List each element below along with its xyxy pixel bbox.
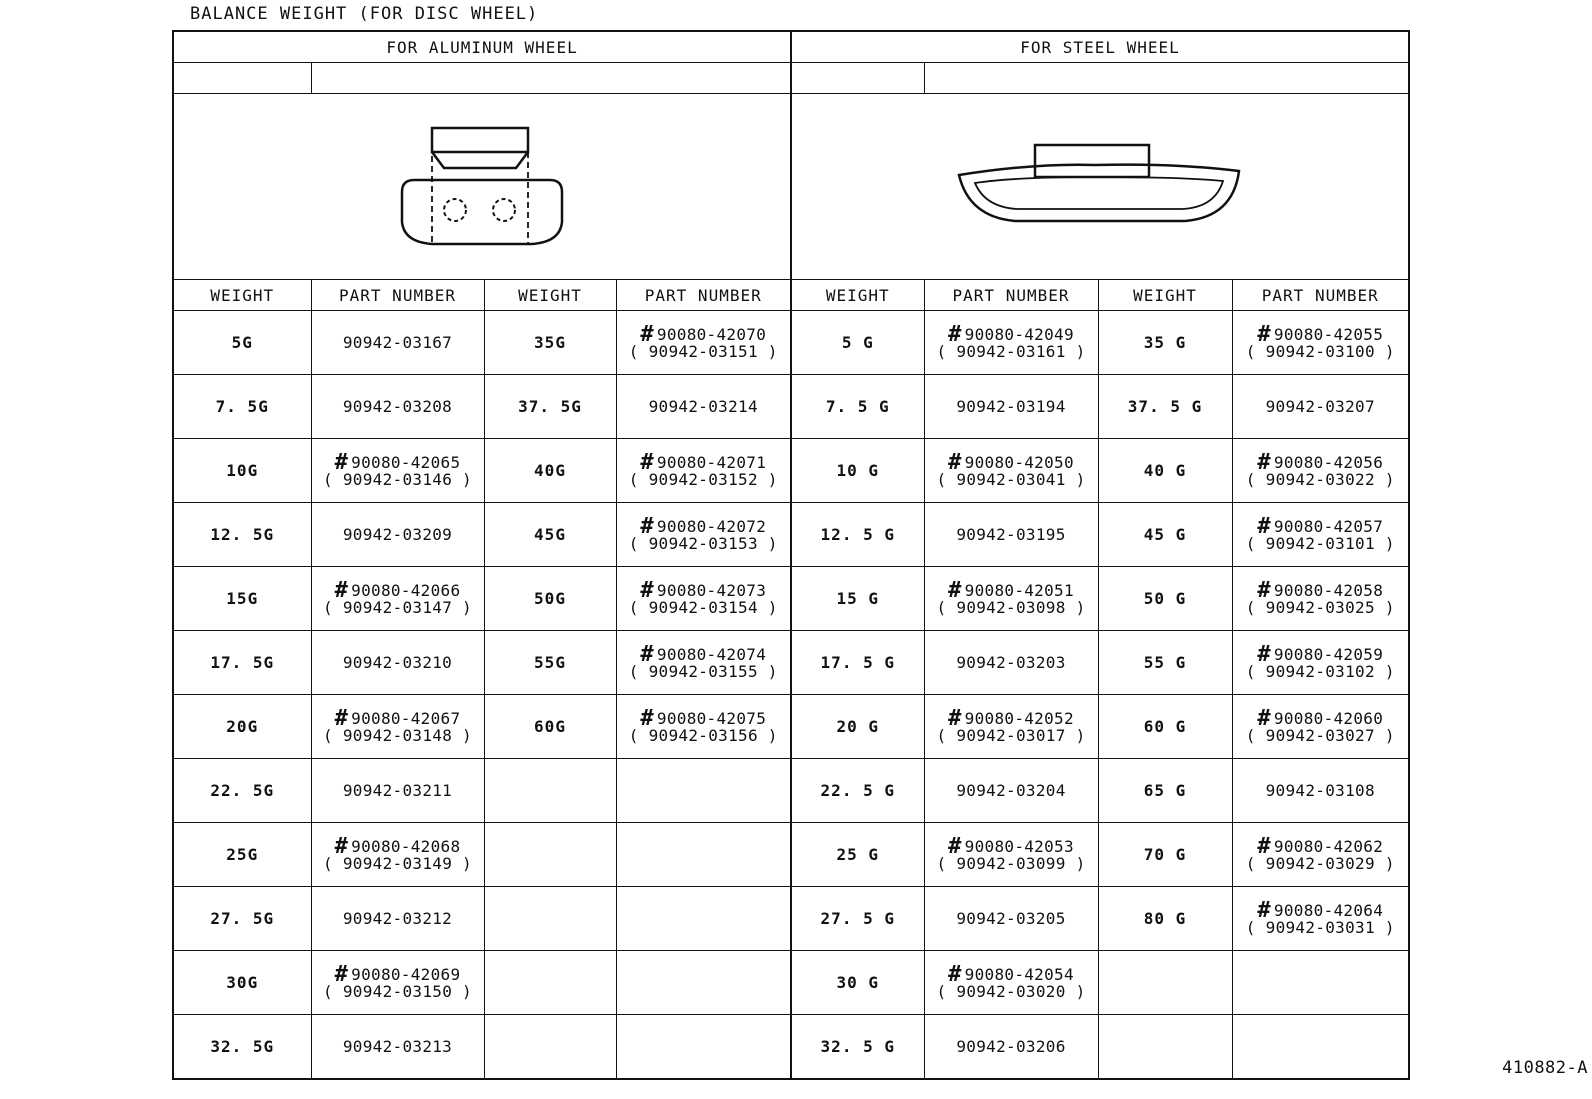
part-number: 90942-03210 bbox=[342, 653, 453, 672]
steel-weight-illustration bbox=[955, 137, 1245, 237]
new-part-number-text: 90080-42059 bbox=[1273, 644, 1384, 664]
weight-cell: 80 G bbox=[1098, 887, 1232, 951]
weight-cell bbox=[484, 951, 616, 1015]
new-part-number-text: 90080-42067 bbox=[351, 708, 461, 728]
blank-cell bbox=[311, 63, 791, 94]
part-number-cell bbox=[924, 759, 1098, 823]
part-number-cell bbox=[616, 567, 791, 631]
superseded-mark: # bbox=[1257, 577, 1271, 603]
part-number-cell bbox=[1232, 631, 1409, 695]
new-part-number bbox=[1233, 513, 1409, 539]
new-part-number bbox=[312, 449, 484, 475]
table-row bbox=[173, 695, 1409, 759]
part-number-cell bbox=[924, 311, 1098, 375]
part-number: 90942-03108 bbox=[1265, 781, 1375, 800]
weight-cell: 37. 5 G bbox=[1098, 375, 1232, 439]
part-number-cell bbox=[311, 823, 484, 887]
part-number-cell bbox=[924, 887, 1098, 951]
new-part-number-text: 90080-42058 bbox=[1273, 580, 1384, 600]
table-row bbox=[173, 951, 1409, 1015]
new-part-number bbox=[1233, 321, 1409, 347]
part-number: 90942-03203 bbox=[956, 653, 1066, 672]
superseded-mark: # bbox=[640, 705, 654, 731]
weight-cell: 20G bbox=[173, 695, 311, 759]
weight-cell: 60 G bbox=[1098, 695, 1232, 759]
weight-cell: 35 G bbox=[1098, 311, 1232, 375]
weight-cell: 10 G bbox=[791, 439, 924, 503]
old-part-number: ( 90942-03150 ) bbox=[323, 981, 472, 1001]
table-body bbox=[173, 311, 1409, 1080]
weight-cell: 50G bbox=[484, 567, 616, 631]
new-part-number bbox=[1233, 705, 1409, 731]
new-part-number-text: 90080-42070 bbox=[656, 324, 767, 344]
new-part-number-text: 90080-42064 bbox=[1273, 900, 1384, 920]
part-number-cell bbox=[616, 1015, 791, 1080]
new-part-number-text: 90080-42053 bbox=[964, 836, 1074, 856]
weight-cell: 35G bbox=[484, 311, 616, 375]
part-number: 90942-03214 bbox=[648, 397, 758, 416]
part-number: 90942-03204 bbox=[956, 781, 1066, 800]
superseded-mark: # bbox=[1257, 897, 1271, 923]
superseded-mark: # bbox=[948, 321, 962, 347]
weight-cell: 25 G bbox=[791, 823, 924, 887]
superseded-mark: # bbox=[640, 641, 654, 667]
aluminum-weight-illustration bbox=[392, 122, 572, 252]
superseded-mark: # bbox=[1257, 705, 1271, 731]
part-number-column-header: PART NUMBER bbox=[924, 280, 1098, 311]
part-number-cell bbox=[311, 1015, 484, 1080]
weight-cell: 20 G bbox=[791, 695, 924, 759]
superseded-mark: # bbox=[948, 833, 962, 859]
part-number-cell bbox=[924, 1015, 1098, 1080]
weight-column-header: WEIGHT bbox=[484, 280, 616, 311]
new-part-number-text: 90080-42072 bbox=[656, 516, 767, 536]
part-number-column-header: PART NUMBER bbox=[616, 280, 791, 311]
old-part-number: ( 90942-03031 ) bbox=[1245, 917, 1395, 937]
part-number: 90942-03212 bbox=[342, 909, 453, 928]
weight-cell: 22. 5 G bbox=[791, 759, 924, 823]
part-number-cell bbox=[616, 439, 791, 503]
weight-cell bbox=[484, 759, 616, 823]
new-part-number bbox=[925, 449, 1098, 475]
table-row bbox=[173, 823, 1409, 887]
superseded-mark: # bbox=[1257, 321, 1271, 347]
weight-cell: 17. 5G bbox=[173, 631, 311, 695]
table-row bbox=[173, 503, 1409, 567]
steel-weight-illustration-cell bbox=[791, 94, 1409, 280]
new-part-number bbox=[1233, 449, 1409, 475]
part-number-cell bbox=[311, 311, 484, 375]
superseded-mark: # bbox=[640, 321, 654, 347]
new-part-number-text: 90080-42055 bbox=[1273, 324, 1384, 344]
weight-cell: 10G bbox=[173, 439, 311, 503]
part-number-cell bbox=[311, 567, 484, 631]
new-part-number-text: 90080-42056 bbox=[1273, 452, 1384, 472]
new-part-number bbox=[312, 705, 484, 731]
weight-column-header: WEIGHT bbox=[791, 280, 924, 311]
weight-cell: 32. 5 G bbox=[791, 1015, 924, 1080]
new-part-number-text: 90080-42062 bbox=[1273, 836, 1384, 856]
weight-cell: 45 G bbox=[1098, 503, 1232, 567]
weight-cell: 55G bbox=[484, 631, 616, 695]
table-row bbox=[173, 887, 1409, 951]
superseded-mark: # bbox=[948, 705, 962, 731]
weight-cell: 32. 5G bbox=[173, 1015, 311, 1080]
part-number-cell bbox=[1232, 695, 1409, 759]
superseded-mark: # bbox=[948, 961, 962, 987]
new-part-number bbox=[925, 833, 1098, 859]
old-part-number: ( 90942-03025 ) bbox=[1245, 597, 1395, 617]
weight-cell: 27. 5 G bbox=[791, 887, 924, 951]
part-number: 90942-03209 bbox=[342, 525, 453, 544]
weight-cell bbox=[1098, 1015, 1232, 1080]
part-number-cell bbox=[1232, 439, 1409, 503]
weight-cell: 27. 5G bbox=[173, 887, 311, 951]
part-number-cell bbox=[311, 503, 484, 567]
old-part-number: ( 90942-03154 ) bbox=[628, 597, 778, 617]
weight-cell: 25G bbox=[173, 823, 311, 887]
weight-cell: 12. 5G bbox=[173, 503, 311, 567]
new-part-number-text: 90080-42065 bbox=[351, 452, 461, 472]
weight-cell: 65 G bbox=[1098, 759, 1232, 823]
part-number-cell bbox=[924, 439, 1098, 503]
superseded-mark: # bbox=[334, 705, 349, 731]
new-part-number-text: 90080-42049 bbox=[964, 324, 1074, 344]
table-row bbox=[173, 759, 1409, 823]
old-part-number: ( 90942-03029 ) bbox=[1245, 853, 1395, 873]
new-part-number-text: 90080-42057 bbox=[1273, 516, 1384, 536]
part-number: 90942-03213 bbox=[342, 1037, 453, 1056]
part-number-cell bbox=[616, 823, 791, 887]
new-part-number bbox=[617, 321, 791, 347]
old-part-number: ( 90942-03100 ) bbox=[1245, 341, 1395, 361]
part-number-cell bbox=[924, 375, 1098, 439]
part-number: 90942-03206 bbox=[956, 1037, 1066, 1056]
new-part-number bbox=[617, 513, 791, 539]
weight-cell: 12. 5 G bbox=[791, 503, 924, 567]
superseded-mark: # bbox=[640, 577, 654, 603]
superseded-mark: # bbox=[640, 513, 654, 539]
weight-cell: 15 G bbox=[791, 567, 924, 631]
weight-cell: 40 G bbox=[1098, 439, 1232, 503]
steel-section-title: FOR STEEL WHEEL bbox=[791, 31, 1409, 63]
blank-cell bbox=[791, 63, 924, 94]
new-part-number-text: 90080-42051 bbox=[964, 580, 1074, 600]
part-number-cell bbox=[311, 695, 484, 759]
part-number-cell bbox=[311, 631, 484, 695]
superseded-mark: # bbox=[640, 449, 654, 475]
weight-cell: 5G bbox=[173, 311, 311, 375]
old-part-number: ( 90942-03148 ) bbox=[323, 725, 472, 745]
new-part-number bbox=[1233, 833, 1409, 859]
part-number-cell bbox=[311, 951, 484, 1015]
old-part-number: ( 90942-03099 ) bbox=[936, 853, 1086, 873]
table-row bbox=[173, 631, 1409, 695]
new-part-number-text: 90080-42050 bbox=[964, 452, 1074, 472]
new-part-number-text: 90080-42066 bbox=[351, 580, 461, 600]
new-part-number bbox=[925, 577, 1098, 603]
superseded-mark: # bbox=[948, 577, 962, 603]
weight-cell: 60G bbox=[484, 695, 616, 759]
document-title: BALANCE WEIGHT (FOR DISC WHEEL) bbox=[190, 4, 539, 24]
part-number-cell bbox=[1232, 887, 1409, 951]
weight-cell: 70 G bbox=[1098, 823, 1232, 887]
new-part-number bbox=[617, 577, 791, 603]
new-part-number-text: 90080-42060 bbox=[1273, 708, 1384, 728]
column-header-row bbox=[173, 280, 1409, 311]
new-part-number bbox=[617, 449, 791, 475]
figure-code: 410882-A bbox=[1502, 1058, 1588, 1078]
part-number-cell bbox=[616, 887, 791, 951]
new-part-number bbox=[312, 961, 484, 987]
part-number-cell bbox=[616, 631, 791, 695]
weight-cell: 15G bbox=[173, 567, 311, 631]
new-part-number bbox=[1233, 577, 1409, 603]
part-number-cell bbox=[924, 503, 1098, 567]
old-part-number: ( 90942-03149 ) bbox=[323, 853, 472, 873]
part-number: 90942-03208 bbox=[342, 397, 453, 416]
weight-column-header: WEIGHT bbox=[173, 280, 311, 311]
part-number: 90942-03207 bbox=[1265, 397, 1375, 416]
new-part-number bbox=[925, 961, 1098, 987]
balance-weight-table bbox=[172, 30, 1410, 1080]
weight-cell: 7. 5 G bbox=[791, 375, 924, 439]
new-part-number-text: 90080-42075 bbox=[656, 708, 767, 728]
table-row bbox=[173, 375, 1409, 439]
weight-cell: 50 G bbox=[1098, 567, 1232, 631]
new-part-number bbox=[925, 705, 1098, 731]
new-part-number-text: 90080-42074 bbox=[656, 644, 767, 664]
blank-cell bbox=[924, 63, 1409, 94]
part-number-cell bbox=[616, 375, 791, 439]
weight-cell: 40G bbox=[484, 439, 616, 503]
table-row bbox=[173, 311, 1409, 375]
part-number-cell bbox=[1232, 823, 1409, 887]
weight-cell: 55 G bbox=[1098, 631, 1232, 695]
weight-cell: 37. 5G bbox=[484, 375, 616, 439]
old-part-number: ( 90942-03156 ) bbox=[628, 725, 778, 745]
part-number: 90942-03194 bbox=[956, 397, 1066, 416]
part-number-cell bbox=[616, 695, 791, 759]
new-part-number-text: 90080-42071 bbox=[656, 452, 767, 472]
section-title-row bbox=[173, 31, 1409, 63]
old-part-number: ( 90942-03041 ) bbox=[936, 469, 1086, 489]
part-number-cell bbox=[924, 951, 1098, 1015]
new-part-number-text: 90080-42073 bbox=[656, 580, 767, 600]
superseded-mark: # bbox=[1257, 513, 1271, 539]
weight-cell: 45G bbox=[484, 503, 616, 567]
table-row bbox=[173, 439, 1409, 503]
part-number-column-header: PART NUMBER bbox=[1232, 280, 1409, 311]
superseded-mark: # bbox=[334, 961, 349, 987]
superseded-mark: # bbox=[334, 577, 349, 603]
weight-cell: 17. 5 G bbox=[791, 631, 924, 695]
old-part-number: ( 90942-03146 ) bbox=[323, 469, 472, 489]
superseded-mark: # bbox=[1257, 833, 1271, 859]
new-part-number bbox=[1233, 641, 1409, 667]
new-part-number bbox=[312, 577, 484, 603]
superseded-mark: # bbox=[1257, 449, 1271, 475]
part-number-cell bbox=[924, 567, 1098, 631]
weight-cell: 30 G bbox=[791, 951, 924, 1015]
part-number-cell bbox=[311, 439, 484, 503]
superseded-mark: # bbox=[334, 449, 349, 475]
part-number-cell bbox=[1232, 951, 1409, 1015]
part-number-cell bbox=[1232, 1015, 1409, 1080]
part-number-cell bbox=[616, 759, 791, 823]
weight-cell bbox=[484, 1015, 616, 1080]
old-part-number: ( 90942-03098 ) bbox=[936, 597, 1086, 617]
part-number-cell bbox=[311, 759, 484, 823]
part-number-cell bbox=[616, 311, 791, 375]
old-part-number: ( 90942-03020 ) bbox=[936, 981, 1086, 1001]
new-part-number-text: 90080-42054 bbox=[964, 964, 1074, 984]
weight-cell: 5 G bbox=[791, 311, 924, 375]
part-number: 90942-03205 bbox=[956, 909, 1066, 928]
part-number-cell bbox=[1232, 759, 1409, 823]
old-part-number: ( 90942-03101 ) bbox=[1245, 533, 1395, 553]
superseded-mark: # bbox=[1257, 641, 1271, 667]
weight-cell bbox=[484, 887, 616, 951]
new-part-number bbox=[312, 833, 484, 859]
new-part-number bbox=[925, 321, 1098, 347]
aluminum-weight-illustration-cell bbox=[173, 94, 791, 280]
old-part-number: ( 90942-03027 ) bbox=[1245, 725, 1395, 745]
weight-cell: 7. 5G bbox=[173, 375, 311, 439]
weight-cell bbox=[484, 823, 616, 887]
old-part-number: ( 90942-03161 ) bbox=[936, 341, 1086, 361]
blank-row bbox=[173, 63, 1409, 94]
part-number-cell bbox=[1232, 311, 1409, 375]
illustration-row bbox=[173, 94, 1409, 280]
new-part-number bbox=[1233, 897, 1409, 923]
old-part-number: ( 90942-03022 ) bbox=[1245, 469, 1395, 489]
part-number-cell bbox=[1232, 503, 1409, 567]
weight-cell: 30G bbox=[173, 951, 311, 1015]
blank-cell bbox=[173, 63, 311, 94]
part-number-cell bbox=[924, 695, 1098, 759]
old-part-number: ( 90942-03151 ) bbox=[628, 341, 778, 361]
part-number-cell bbox=[616, 951, 791, 1015]
weight-cell bbox=[1098, 951, 1232, 1015]
aluminum-section-title: FOR ALUMINUM WHEEL bbox=[173, 31, 791, 63]
part-number-cell bbox=[311, 887, 484, 951]
new-part-number bbox=[617, 705, 791, 731]
old-part-number: ( 90942-03153 ) bbox=[628, 533, 778, 553]
part-number-cell bbox=[1232, 567, 1409, 631]
new-part-number bbox=[617, 641, 791, 667]
superseded-mark: # bbox=[334, 833, 349, 859]
new-part-number-text: 90080-42068 bbox=[351, 836, 461, 856]
part-number: 90942-03211 bbox=[342, 781, 453, 800]
part-number-cell bbox=[311, 375, 484, 439]
new-part-number-text: 90080-42069 bbox=[351, 964, 461, 984]
part-number-cell bbox=[924, 631, 1098, 695]
part-number: 90942-03195 bbox=[956, 525, 1066, 544]
old-part-number: ( 90942-03147 ) bbox=[323, 597, 472, 617]
new-part-number-text: 90080-42052 bbox=[964, 708, 1074, 728]
part-number-cell bbox=[616, 503, 791, 567]
table-row bbox=[173, 1015, 1409, 1080]
weight-cell: 22. 5G bbox=[173, 759, 311, 823]
table-row bbox=[173, 567, 1409, 631]
superseded-mark: # bbox=[948, 449, 962, 475]
old-part-number: ( 90942-03155 ) bbox=[628, 661, 778, 681]
part-number-cell bbox=[924, 823, 1098, 887]
part-number: 90942-03167 bbox=[342, 333, 453, 352]
part-number-cell bbox=[1232, 375, 1409, 439]
part-number-column-header: PART NUMBER bbox=[311, 280, 484, 311]
old-part-number: ( 90942-03102 ) bbox=[1245, 661, 1395, 681]
old-part-number: ( 90942-03017 ) bbox=[936, 725, 1086, 745]
weight-column-header: WEIGHT bbox=[1098, 280, 1232, 311]
old-part-number: ( 90942-03152 ) bbox=[628, 469, 778, 489]
